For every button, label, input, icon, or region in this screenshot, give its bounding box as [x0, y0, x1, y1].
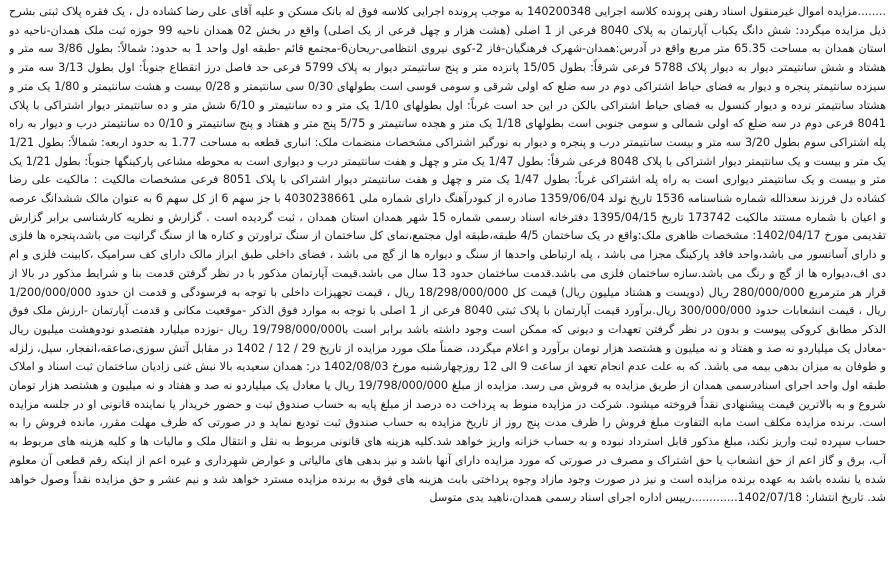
- notice-paragraph: [9, 3, 886, 508]
- auction-notice: [9, 3, 886, 568]
- notice-body: مزایده اموال غیرمنقول اسناد رهنی پرونده کلاسه اجرایی 140200348 به موجب پرونده اجرایی کلاسه فوق له بانک مسکن و علیه آقای علی رضا کشاده دل ، یک فقره پلاک ثبتی بشرح ذیل مزایده میگردد: شش دانگ یکباب آپارتمان به پلاک 8040 فرعی از 1 اصلی (هشت هزار و چهل فرعی از یک اصلی) واقع در بخش 02 همدان ناحیه 99 حوزه ثبت ملک همدان-ناحیه دو استان همدان به مساحت 65.35 متر مربع واقع در آدرس:همدان-شهرک فرهنگیان-فاز 2-کوی نیروی انتظامی-ریحان6-مجتمع قائم -طبقه اول واحد 1 به حدود: شمالاً: بطول 3/86 سه متر و هشتاد و شش سانتیمتر دیوار به دیوار پلاک 5788 فرعی شرقاً: بطول 15/05 پانزده متر و پنج سانتیمتر دیوار به پلاک 5799 فرعی حد فاصل درز انقطاع جنوباً: اول بطول 3/13 سه متر و سیزده سانتیمتر پنجره و دیوار به فضای حیاط اشتراکی دوم در سه ضلع که اولی شرقی و سومی قوسی است بطولهای 0/30 سی سانتیمتر و 0/28 بیست و هشت سانتیمتر و 1/80 یک متر و هشتاد سانتیمتر نرده و دیوار کنسول به فضای حیاط اشتراکی بالکن در این حد است غرباً: اول بطولهای 1/10 یک متر و ده سانتیمتر و 6/10 شش متر و ده سانتیمتر دیوار اشتراکی با پلاک 8041 فرعی دوم در سه ضلع که اولی شمالی و سومی جنوبی است بطولهای 1/18 یک متر و هجده سانتیمتر و 5/75 پنج متر و هفتاد و پنج سانتیمتر و 0/10 ده سانتیمتر درب و دیوار به راه پله اشتراکی سوم بطول 3/20 سه متر و بیست سانتیمتر درب و پنجره و دیوار به نورگیر اشتراکی مشخصات منضمات ملک: انباری قطعه به مساحت 1.77 به حدود اربعه: شمالاً: بطول 1/21 یک متر و بیست و یک سانتیمتر دیوار اشتراکی با پلاک 8048 فرعی شرقاً: بطول 1/47 یک متر و چهل و هفت سانتیمتر درب و دیواری است به محوطه مشاعی پارکینگها جنوباً: بطول 1/21 یک متر و بیست و یک سانتیمتر دیواری است به راه پله اشتراکی غرباً: بطول 1/47 یک متر و چهل و هفت سانتیمتر دیوار اشتراکی با پلاک 8051 فرعی مشخصات مالکیت : مالکیت علی رضا کشاده دل فرزند سعدالله شماره شناسنامه 1536 تاریخ تولد 1359/06/04 صادره از کبودرآهنگ دارای شماره ملی 4030238661 با جز سهم 6 از کل سهم 6 به عنوان مالک ششدانگ عرصه و اعیان با شماره مستند مالکیت 173742 تاریخ 1395/04/15 دفترخانه اسناد رسمی شماره 15 شهر همدان استان همدان ، ثبت گردیده است . گزارش و نظریه کارشناسی برابر گزارش تقدیمی مورخ 1402/04/17: مشخصات ظاهری ملک:واقع در یک ساختمان 4/5 طبقه،طبقه اول مجتمع،نمای کل ساختمان از سنگ تراورتن و کناره ها از سنگ گرانیت می باشد،پنجره ها فلزی و دارای آسانسور می باشد،واحد فاقد پارکینگ مجزا می باشد ، پله ارتباطی واحدها از سنگ و دیواره ها از گچ می باشد ، فضای داخلی طبق ابراز مالک دارای کف سرامیک ،کابینت فلزی و ام دی اف،دیواره ها از گچ و رنگ می باشد.سازه ساختمان فلزی می باشد.قدمت ساختمان حدود 13 سال می باشد.قیمت آپارتمان مذکور با در نظر گرفتن قدمت بنا و شرایط مذکور در بالا از قرار هر مترمربع 280/000/000 ریال (دویست و هشتاد میلیون ریال) قیمت کل 18/298/000/000 ریال ، قیمت تجهیزات داخلی با توجه به فرسودگی و قدمت ان حدود 1/200/000/000 ریال ، قیمت انشعابات حدود 300/000/000 ریال.برآورد قیمت آپارتمان با پلاک ثبتی 8040 فرعی از 1 اصلی با توجه به موارد فوق الذکر -موقعیت مکانی و قدمت آپارتمان -ارزش ملک فوق الذکر مطابق کروکی پیوست و بدون در نظر گرفتن تعهدات و دیونی که ممکن است وجود داشته باشد برابر است با19/798/000/000 ریال -نوزده میلیارد هفتصدو نودوهشت میلیون ریال -معادل یک میلیاردو نه صد و هفتاد و نه میلیون و هشتصد هزار تومان برآورد و اعلام میگردد، ضمناً ملک مورد مزایده از تاریخ 29 / 12 / 1402 در مقابل آتش سوزی،صاعقه،انفجار، سیل، زلزله و طوفان به میزان بدهی بیمه می باشد. که به علت عدم انجام تعهد از ساعت 9 الی 12 روزچهارشنبه مورخ 1402/08/03 در: همدان سعیدیه بالا نبش غنی زادیان ساختمان ثبت اسناد و املاک طبقه اول واحد اجرای اسنادرسمی همدان از طریق مزایده به فروش می رسد. مزایده از مبلغ 19/798/000/000 ریال یا معادل یک میلیاردو نه صد و هفتاد و نه میلیون و هشتصد هزار تومان شروع و به بالاترین قیمت پیشنهادی نقداً فروخته میشود. شرکت در مزایده منوط به پرداخت ده درصد از مبلغ پایه به حساب صندوق ثبت و حضور خریدار یا نماینده قانونی او در جلسه مزایده است. برنده مزایده مکلف است مابه التفاوت مبلغ فروش را ظرف مدت پنج روز از تاریخ مزایده به حساب صندوق ثبت تودیع نماید و در صورتی که ظرف مهلت مقرر، مانده فروش را به حساب سپرده ثبت واریز نکند، مبلغ مذکور قابل استرداد نبوده و به حساب خزانه واریز خواهد شد.کلیه هزینه های قانونی مربوط به نقل و انتقال ملک و مالیات ها و کلیه هزینه های مربوط به آب، برق و گاز اعم از حق انشعاب یا حق اشتراک و مصرف در صورتی که مورد مزایده دارای آنها باشد و نیز بدهی های مالیاتی و عوارض شهرداری و غیره اعم از اینکه رقم قطعی آن معلوم شده یا نشده باشد به عهده برنده مزایده است و نیز در صورت وجود مازاد وجوه پرداختی بابت هزینه های فوق به برنده مزایده مسترد خواهد شد و نیم عشر و حق مزایده نقداً وصول خواهد شد. تاریخ انتشار: 1402/07/18.............رییس اداره اجرای اسناد رسمی همدان،ناهید یدی متوسل: [9, 5, 886, 505]
- leading-dots: ........: [857, 5, 886, 18]
